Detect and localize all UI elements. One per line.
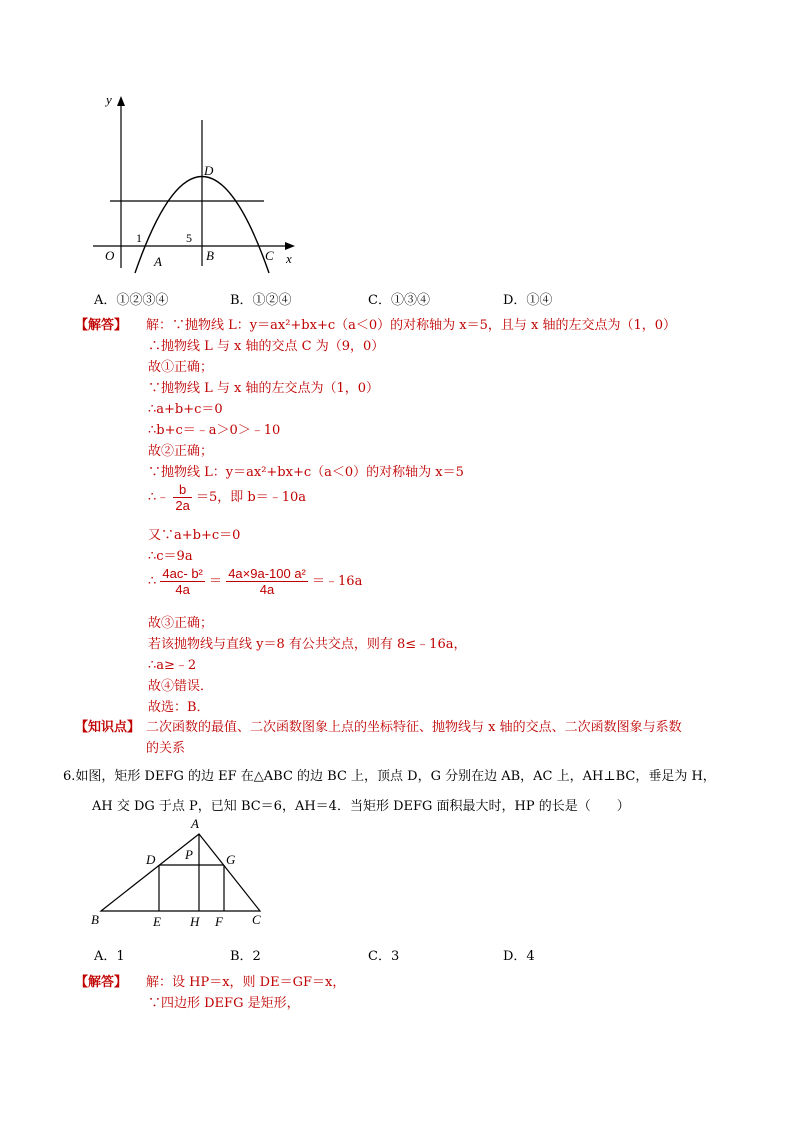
tri-label-a: A [191,816,199,831]
frac1-den: 2a [175,498,190,513]
frac2b-num: 4a×9a-100 a² [228,566,306,581]
q6-choice-b: B．2 [230,949,261,964]
solution-line-4: ∵抛物线 L 与 x 轴的左交点为（1，0） [148,381,380,396]
label-c: C [265,248,274,263]
solution-line-10: ∴c＝9a [148,549,193,564]
tri-label-f: F [215,914,223,929]
q6-solution-line-2: ∵四边形 DEFG 是矩形， [148,996,300,1011]
frac1 [173,482,191,513]
solution-line-1: 解：∵抛物线 L：y＝ax²+bx+c（a＜0）的对称轴为 x＝5，且与 x 轴的左交点为（1，0） [146,318,677,333]
tri-label-c: C [252,912,261,927]
solution-line-3: 故①正确； [148,360,214,375]
frac2-pre: ∴ [148,574,157,589]
label-1: 1 [136,231,142,245]
label-5: 5 [186,231,192,245]
tri-label-p: P [185,847,193,862]
solution-tag: 【解答】 [75,318,128,333]
label-o: O [105,248,115,263]
tri-label-d: D [146,852,156,867]
label-d: D [204,163,214,178]
frac2b [226,566,308,597]
q6-choice-d: D．4 [503,949,535,964]
solution-line-14: 故④错误． [148,679,214,694]
solution-line-9: 又∵a+b+c＝0 [148,528,241,543]
frac2a-num: 4ac- b² [162,566,203,581]
frac2a [160,566,204,597]
solution-line-12: 若该抛物线与直线 y＝8 有公共交点，则有 8≤﹣16a， [148,637,467,652]
q6-line-1: 6.如图，矩形 DEFG 的边 EF 在△ABC 的边 BC 上，顶点 D，G 分别在边 AB，AC 上，AH⊥BC，垂足为 H， [63,769,716,784]
q6-choice-a: A．1 [94,949,125,964]
frac1-num: b [173,482,191,498]
frac1-post: ＝5，即 b＝﹣10a [196,490,307,505]
q5-choice-c: C．①③④ [368,293,430,308]
solution-line-15: 故选：B． [148,700,210,715]
q6-solution-line-1: 解：设 HP＝x，则 DE＝GF＝x， [146,975,346,990]
q6-choice-c: C．3 [368,949,400,964]
solution-line-11: 故③正确； [148,616,214,631]
tri-label-e: E [153,914,161,929]
label-y: y [106,92,112,107]
q5-choice-b: B．①②④ [230,293,292,308]
q5-choice-a: A．①②③④ [94,293,169,308]
label-x: x [286,251,292,266]
tri-label-g: G [226,852,236,867]
label-b: B [206,248,214,263]
label-a: A [154,254,162,269]
q6-line-2: AH 交 DG 于点 P，已知 BC＝6，AH＝4．当矩形 DEFG 面积最大时，HP 的长是（ ） [92,799,630,814]
frac2-post: ＝﹣16a [312,574,363,589]
frac2-eq: ＝ [209,574,223,589]
tri-label-b: B [91,912,99,927]
knowledge-line-2: 的关系 [146,741,186,756]
tri-label-h: H [190,914,200,929]
knowledge-line-1: 二次函数的最值、二次函数图象上点的坐标特征、抛物线与 x 轴的交点、二次函数图象与系数 [146,720,682,735]
q5-choice-d: D．①④ [503,293,553,308]
knowledge-tag: 【知识点】 [75,720,141,735]
solution-line-13: ∴a≥﹣2 [148,658,197,673]
solution-line-7: 故②正确； [148,444,214,459]
solution-line-2: ∴抛物线 L 与 x 轴的交点 C 为（9，0） [148,339,385,354]
solution-line-6: ∴b+c＝﹣a＞0＞﹣10 [148,423,281,438]
triangle-figure [88,814,273,934]
solution-fraction-2 [148,566,362,597]
solution-fraction-1 [148,482,306,513]
parabola-figure [88,88,308,278]
solution-line-8: ∵抛物线 L：y＝ax²+bx+c（a＜0）的对称轴为 x＝5 [148,465,464,480]
q6-solution-tag: 【解答】 [75,975,128,990]
frac1-pre: ∴﹣ [148,490,170,505]
frac2a-den: 4a [175,582,190,597]
frac2b-den: 4a [259,582,275,597]
solution-line-5: ∴a+b+c＝0 [148,402,223,417]
